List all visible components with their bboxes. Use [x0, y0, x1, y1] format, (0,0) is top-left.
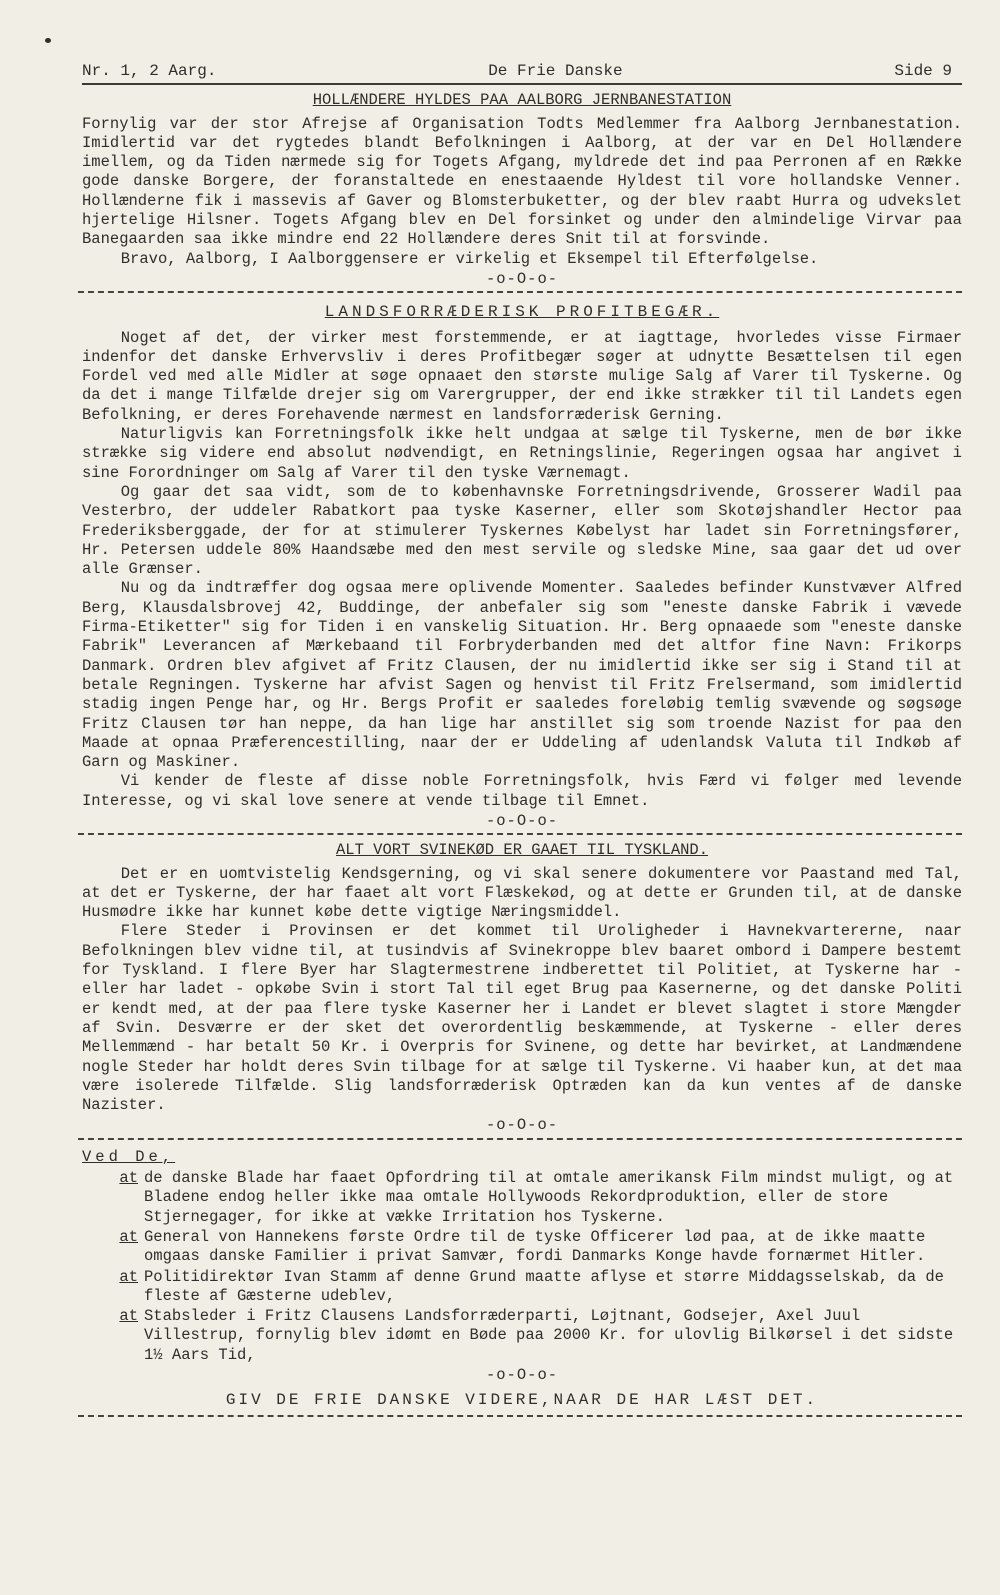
article-3-paragraph: Det er en uomtvistelig Kendsgerning, og vi skal senere dokumentere vor Paastand med Tal, at det er Tyskerne, der har faaet alt vort Flæskekød, og at dette er Grunden til, at de danske Husmødre ikke har kunnet købe dette vigtige Næringsmiddel.	[82, 864, 962, 922]
article-2-paragraph: Noget af det, der virker mest forstemmende, er at iagttage, hvorledes visse Firmaer indenfor det danske Erhvervsliv i deres Profitbegær søger at udnytte Besættelsen til egen Fordel ved med alle Midler at søge opnaaet den største mulige Salg af Varer til Tyskerne. Og da det i mange Tilfælde drejer sig om Varergrupper, der end ikke strækker til til Landets egen Befolkning, er deres Forehavende nærmest en landsforræderisk Gerning.	[82, 328, 962, 424]
at-label: at	[119, 1267, 138, 1286]
separator: -o-O-o-	[485, 811, 559, 830]
ink-mark	[45, 38, 51, 43]
article-1-paragraph: Bravo, Aalborg, I Aalborggensere er virkelig et Eksempel til Efterfølgelse.	[120, 249, 819, 268]
divider	[78, 1138, 962, 1140]
page-number: Side 9	[894, 62, 952, 80]
article-2-paragraph: Vi kender de fleste af disse noble Forretningsfolk, hvis Færd vi følger med levende Interesse, og vi skal love senere at vende tilbage til Emnet.	[82, 772, 962, 810]
divider	[78, 1415, 962, 1417]
ved-de-item-text: Politidirektør Ivan Stamm af denne Grund maatte aflyse et større Middagsselskab, da de fleste af Gæsterne udeblev,	[144, 1267, 944, 1305]
at-label: at	[119, 1169, 138, 1188]
divider	[78, 291, 962, 293]
at-label: at	[119, 1307, 138, 1326]
ved-de-item-text: de danske Blade har faaet Opfordring til at omtale amerikansk Film mindst muligt, og at Bladene endog heller ikke maa omtale Hollywoods Rekordproduktion, eller de store Stjernegager, for ikke at vække Irritation hos Tyskerne.	[144, 1169, 954, 1226]
list-item	[82, 1268, 962, 1307]
ved-de-item-text: Stabsleder i Fritz Clausens Landsforræderparti, Løjtnant, Godsejer, Axel Juul Villestrup, fornylig blev idømt en Bøde paa 2000 Kr. for ulovlig Bilkørsel i det sidste 1½ Aars Tid,	[144, 1307, 954, 1364]
divider	[78, 833, 962, 835]
issue-number: Nr. 1, 2 Aarg.	[82, 62, 217, 80]
article-2-paragraph: Naturligvis kan Forretningsfolk ikke helt undgaa at sælge til Tyskerne, men de bør ikke strække sig videre end absolut nødvendigt, en Retningslinie, Regeringen ogsaa har angivet i sine Forordninger om Salg af Varer til den tyske Værnemagt.	[82, 425, 962, 482]
article-1-paragraph: Fornylig var der stor Afrejse af Organisation Todts Medlemmer fra Aalborg Jernbanestation. Imidlertid var det rygtedes blandt Befolkningen i Aalborg, at der var en Del Hollændere imellem, og da Tiden nærmede sig for Togets Afgang, myldrede det ind paa Perronen af en Række gode danske Borgere, der foranstaltede en enestaaende Hyldest til vore hollandske Venner. Hollænderne fik i massevis af Gaver og Blomsterbuketter, og der blev raabt Hurra og udvekslet hjertelige Hilsner. Togets Afgang blev en Del forsinket og under den almindelige Virvar paa Banegaarden saa ikke mindre end 22 Hollændere deres Snit til at forsvinde.	[82, 114, 962, 249]
article-2-paragraph: Og gaar det saa vidt, som de to københavnske Forretningsdrivende, Grosserer Wadil paa Vesterbro, der uddeler Rabatkort paa tyske Kaserner, eller som Skotøjshandler Hector paa Frederiksberggade, der for at stimulerer Tyskernes Købelyst har ladet sin Forretningsfører, Hr. Petersen uddele 80% Haandsæbe med den mest servile og sledske Mine, saa gaar det ud over alle Grænser.	[82, 482, 962, 579]
page-header	[82, 62, 962, 85]
separator: -o-O-o-	[485, 1366, 559, 1384]
article-3-paragraph: Flere Steder i Provinsen er det kommet til Uroligheder i Havnekvartererne, naar Befolkningen blev vidne til, at tusindvis af Svinekroppe blev baaret ombord i Dampere bestemt for Tyskland. I flere Byer har Slagtermestrene indberettet til Politiet, at Tyskerne har - eller har ladet - opkøbe Svin i stort Tal til eget Brug paa Kasernerne, og det danske Politi er kendt med, at der paa flere tyske Kaserner her i Landet er blevet slagtet i store Mængder af Svin. Desværre er der sket det overordentlig beskæmmende, at Tyskerne - eller deres Mellemmænd - har betalt 50 Kr. i Overpris for Svinene, og dette har bevirket, at Landmændene nogle Steder har holdt deres Svin tilbage for at sælge til Tyskerne. Vi haaber kun, at det maa være isolerede Tilfælde. Slig landsforræderisk Optræden kan da kun ventes af de danske Nazister.	[82, 922, 962, 1115]
article-title-2: LANDSFORRÆDERISK PROFITBEGÆR.	[324, 303, 720, 322]
separator: -o-O-o-	[485, 269, 559, 288]
separator: -o-O-o-	[485, 1116, 559, 1135]
article-2-paragraph: Nu og da indtræffer dog ogsaa mere oplivende Momenter. Saaledes befinder Kunstvæver Alfred Berg, Klausdalsbrovej 42, Buddinge, der anbefaler sig som "eneste danske Fabrik i vævede Firma-Etiketter" sig for Tiden i en vanskelig Situation. Hr. Berg opnaaede som "eneste danske Fabrik" Leverancen af Mærkebaand til Forbryderbanden med det altfor fine Navn: Frikorps Danmark. Ordren blev afgivet af Fritz Clausen, der nu imidlertid ikke ser sig i Stand til at betale Regningen. Tyskerne har afvist Sagen og henvist til Fritz Frelsermand, som imidlertid stadig ingen Penge har, og Hr. Bergs Profit er saaledes foreløbig temlig svævende og søgsøge Fritz Clausen tør han neppe, da han lige har anstillet sig som troende Nazist for paa den Maade at opnaa Præferencestilling, naar der er Uddeling af udenlandsk Valuta til Indkøb af Garn og Maskiner.	[82, 579, 962, 772]
list-item	[82, 1228, 962, 1267]
at-label: at	[119, 1227, 138, 1246]
ved-de-item-text: General von Hannekens første Ordre til de tyske Officerer lød paa, at de ikke maatte omgaas danske Familier i privat Samvær, fordi Danmarks Konge havde fornærmet Hitler.	[144, 1227, 926, 1266]
ved-de-list	[82, 1169, 962, 1365]
ved-de-heading: Ved De,	[82, 1147, 176, 1166]
list-item	[82, 1307, 962, 1365]
article-title-3: ALT VORT SVINEKØD ER GAAET TIL TYSKLAND.	[335, 841, 709, 860]
publication-title: De Frie Danske	[488, 62, 623, 80]
article-title-1: HOLLÆNDERE HYLDES PAA AALBORG JERNBANESTATION	[312, 91, 732, 110]
list-item	[82, 1169, 962, 1227]
footer-slogan: GIV DE FRIE DANSKE VIDERE,NAAR DE HAR LÆST DET.	[225, 1391, 819, 1410]
